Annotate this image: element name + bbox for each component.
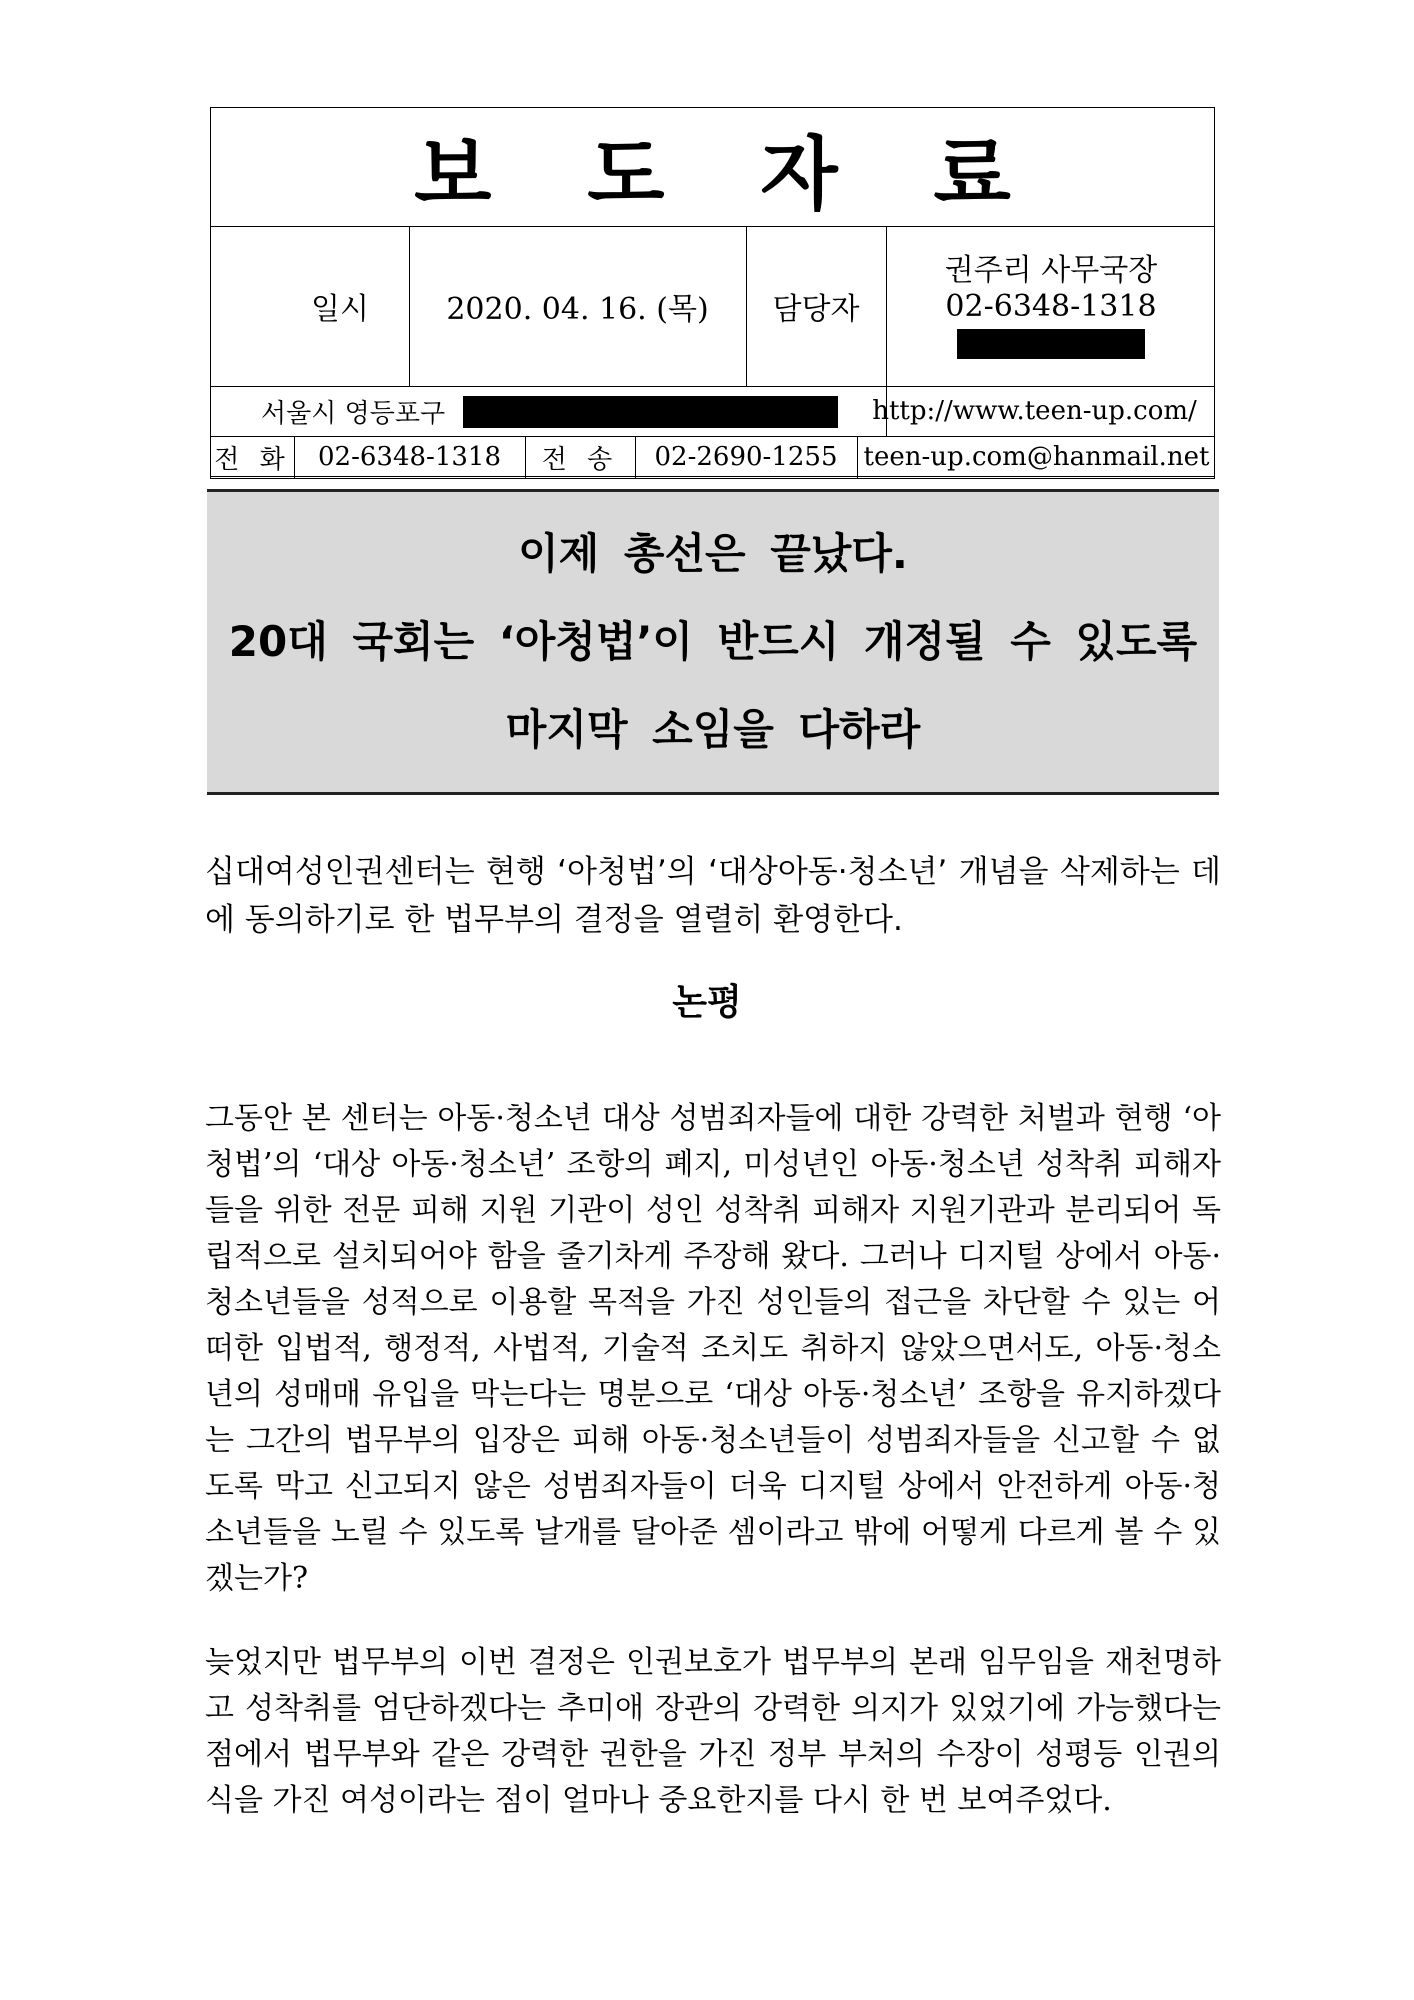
headline-line-1: 이제 총선은 끝났다.	[518, 529, 908, 578]
date-value: 2020. 04. 16. (목)	[446, 292, 709, 327]
redacted-block	[957, 329, 1145, 359]
intro-paragraph: 십대여성인권센터는 현행 ‘아청법’의 ‘대상아동·청소년’ 개념을 삭제하는 데에 동의하기로 한 법무부의 결정을 열렬히 환영한다.	[205, 854, 1221, 938]
contact-info	[886, 226, 1216, 386]
doc-title: 보 도 자 료	[414, 127, 1045, 221]
fax-value: 02-2690-1255	[654, 442, 838, 472]
phone-value: 02-6348-1318	[318, 442, 501, 472]
address-text: 서울시 영등포구	[261, 398, 446, 429]
section-title: 논평	[672, 982, 742, 1023]
headline-box	[207, 489, 1219, 795]
contact-phone: 02-6348-1318	[945, 289, 1157, 324]
header-table	[210, 107, 1215, 479]
body-paragraph: 늦었지만 법무부의 이번 결정은 인권보호가 법무부의 본래 임무임을 재천명하고 성착취를 엄단하겠다는 추미애 장관의 강력한 의지가 있었기에 가능했다는 점에서 법무부와 같은 강력한 권한을 가진 정부 부처의 수장이 성평등 인권의식을 가진 여성이라는 점이 얼마나 중요한지를 다시 한 번 보여주었다.	[205, 1645, 1221, 1818]
headline-line-3: 마지막 소임을 다하라	[505, 705, 921, 754]
date-label: 일시	[311, 292, 369, 327]
headline-line-2: 20대 국회는 ‘아청법’이 반드시 개정될 수 있도록	[228, 617, 1198, 666]
fax-label: 전 송	[541, 444, 619, 475]
contact-name: 권주리 사무국장	[944, 253, 1158, 288]
website-link[interactable]: http://www.teen-up.com/	[872, 396, 1197, 426]
redacted-address	[463, 396, 838, 428]
phone-label: 전 화	[214, 444, 291, 475]
body-paragraph: 그동안 본 센터는 아동·청소년 대상 성범죄자들에 대한 강력한 처벌과 현행 ‘아청법’의 ‘대상 아동·청소년’ 조항의 폐지, 미성년인 아동·청소년 성착취 피해자들을 위한 전문 피해 지원 기관이 성인 성착취 피해자 지원기관과 분리되어 독립적으로 설치되어야 함을 줄기차게 주장해 왔다. 그러나 디지털 상에서 아동·청소년들을 성적으로 이용할 목적을 가진 성인들의 접근을 차단할 수 있는 어떠한 입법적, 행정적, 사법적, 기술적 조치도 취하지 않았으면서도, 아동·청소년의 성매매 유입을 막는다는 명분으로 ‘대상 아동·청소년’ 조항을 유지하겠다는 그간의 법무부의 입장은 피해 아동·청소년들이 성범죄자들을 신고할 수 없도록 막고 신고되지 않은 성범죄자들이 더욱 디지털 상에서 안전하게 아동·청소년들을 노릴 수 있도록 날개를 달아준 셈이라고 밖에 어떻게 다르게 볼 수 있겠는가?	[205, 1101, 1221, 1596]
email-link[interactable]: teen-up.com@hanmail.net	[863, 442, 1210, 472]
contact-label: 담당자	[772, 292, 860, 327]
